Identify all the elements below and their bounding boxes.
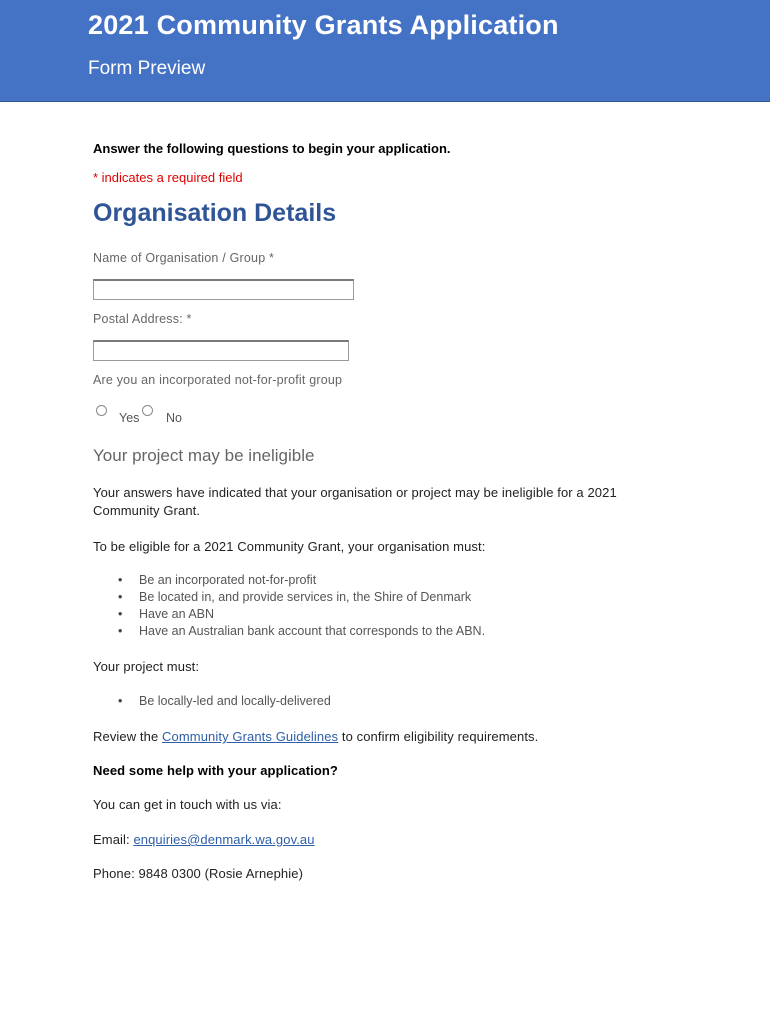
bullet-icon: • [118,624,123,638]
contact-email: Email: enquiries@denmark.wa.gov.au [93,832,315,847]
email-link[interactable]: enquiries@denmark.wa.gov.au [133,832,315,847]
project-requirements-intro: Your project must: [93,659,200,674]
incorporated-question-label: Are you an incorporated not-for-profit group [93,373,343,387]
organisation-name-input[interactable] [93,279,354,300]
list-item: • Be an incorporated not-for-profit [118,573,317,587]
ineligible-message-line-2: Community Grant. [93,503,201,518]
bullet-icon: • [118,694,123,708]
no-radio[interactable] [142,405,153,416]
postal-address-input[interactable] [93,340,349,361]
bullet-icon: • [118,590,123,604]
section-title: Organisation Details [93,199,337,227]
bullet-icon: • [118,607,123,621]
no-radio-label: No [166,411,182,425]
review-guidelines-text: Review the Community Grants Guidelines to confirm eligibility requirements. [93,729,539,744]
list-item: • Be located in, and provide services in, the Shire of Denmark [118,590,472,604]
organisation-name-label: Name of Organisation / Group * [93,251,275,265]
required-field-note: * indicates a required field [93,170,243,185]
yes-radio-label: Yes [119,411,140,425]
bullet-icon: • [118,573,123,587]
list-item: • Be locally-led and locally-delivered [118,694,331,708]
contact-phone: Phone: 9848 0300 (Rosie Arnephie) [93,866,304,881]
ineligible-message-line-1: Your answers have indicated that your organisation or project may be ineligible for a 2021 [93,485,617,500]
postal-address-label: Postal Address: * [93,312,192,326]
form-header [0,0,770,102]
list-item: • Have an Australian bank account that corresponds to the ABN. [118,624,486,638]
form-title: 2021 Community Grants Application [88,10,559,40]
intro-text: Answer the following questions to begin your application. [93,141,451,156]
list-item: • Have an ABN [118,607,215,621]
contact-intro: You can get in touch with us via: [93,797,282,812]
form-subtitle: Form Preview [88,58,206,79]
help-heading: Need some help with your application? [93,763,338,778]
eligibility-intro: To be eligible for a 2021 Community Grant, your organisation must: [93,539,486,554]
guidelines-link[interactable]: Community Grants Guidelines [162,729,339,744]
ineligible-heading: Your project may be ineligible [93,446,315,465]
yes-radio[interactable] [96,405,107,416]
